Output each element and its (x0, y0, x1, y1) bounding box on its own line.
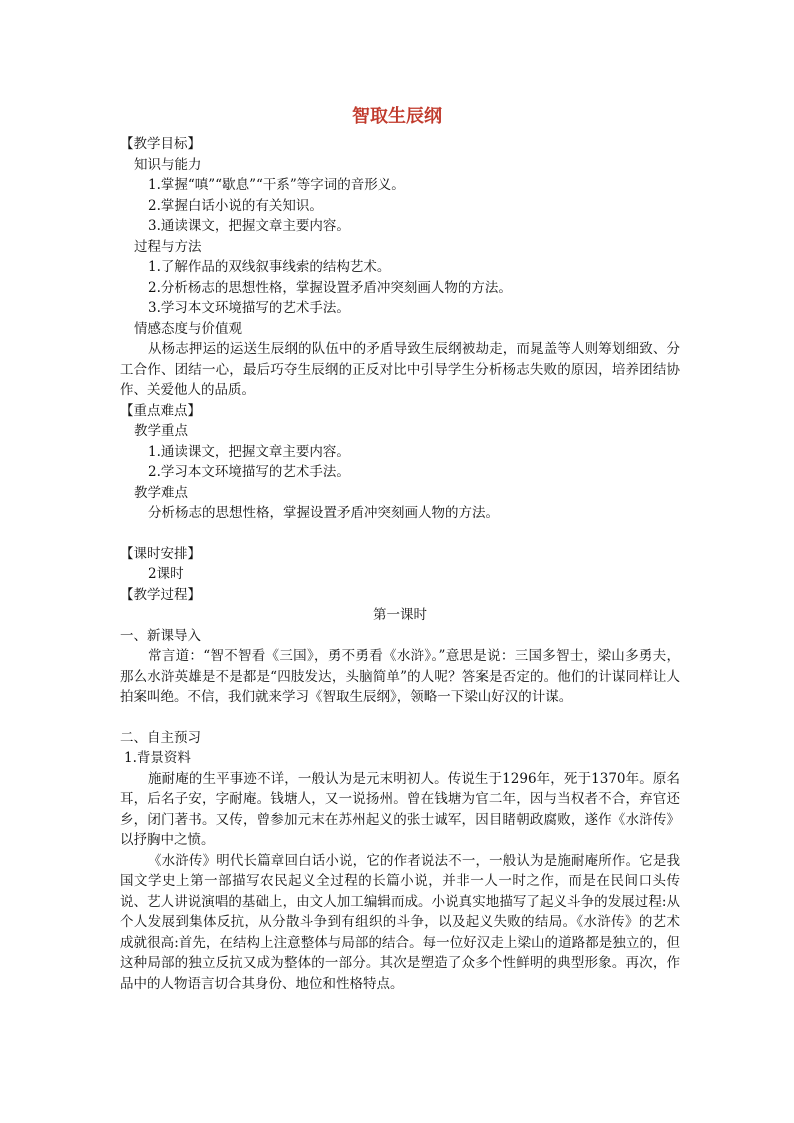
list-item: 2.掌握白话小说的有关知识。 (148, 197, 323, 214)
part-heading-intro: 一、新课导入 (120, 627, 201, 644)
spacer (120, 524, 680, 544)
paragraph-difficulty: 分析杨志的思想性格，掌握设置矛盾冲突刻画人物的方法。 (148, 505, 499, 521)
section-heading-keypoints: 【重点难点】 (120, 402, 201, 419)
subheading-knowledge: 知识与能力 (134, 156, 202, 173)
list-item: 3.学习本文环境描写的艺术手法。 (148, 300, 350, 316)
list-item: 2.学习本文环境描写的艺术手法。 (148, 464, 350, 480)
lesson-title: 第一课时 (373, 607, 427, 623)
list-item: 1.通读课文，把握文章主要内容。 (148, 443, 350, 460)
subheading-process: 过程与方法 (134, 238, 202, 255)
subheading-focus: 教学重点 (134, 423, 188, 439)
document-title: 智取生辰纲 (352, 106, 442, 127)
section-heading-schedule: 【课时安排】 (120, 545, 201, 562)
subheading-difficulty: 教学难点 (134, 484, 188, 501)
paragraph-author: 施耐庵的生平事迹不详，一般认为是元末明初人。传说生于1296年，死于1370年。原名耳，后名子安，字耐庵。钱塘人，又一说扬州。曾在钱塘为官二年，因与当权者不合，弃官还乡，闭门著书。又传，曾参加元末在苏州起义的张士诚军，因目睹朝政腐败，遂作《水浒传》以抒胸中之愤。 (120, 770, 680, 848)
paragraph-intro: 常言道：“智不智看《三国》，勇不勇看《水浒》。”意思是说：三国多智士，梁山多勇夫，那么水浒英雄是不是都是“四肢发达，头脑简单”的人呢？答案是否定的。他们的计谋同样让人拍案叫绝。不信，我们就来学习《智取生辰纲》，领略一下梁山好汉的计谋。 (120, 648, 680, 705)
section-heading-goals: 【教学目标】 (120, 136, 201, 152)
paragraph-novel: 《水浒传》明代长篇章回白话小说，它的作者说法不一，一般认为是施耐庵所作。它是我国文学史上第一部描写农民起义全过程的长篇小说，并非一人一时之作，而是在民间口头传说、艺人讲说演唱的基础上，由文人加工编辑而成。小说真实地描写了起义斗争的发展过程:从个人发展到集体反抗，从分散斗争到有组织的斗争，以及起义失败的结局。《水浒传》的艺术成就很高:首先，在结构上注意整体与局部的结合。每一位好汉走上梁山的道路都是独立的，但这种局部的独立反抗又成为整体的一部分。其次是塑造了众多个性鲜明的典型形象。再次，作品中的人物语言切合其身份、地位和性格特点。 (120, 852, 680, 992)
schedule-text: 2课时 (148, 566, 184, 582)
subheading-emotion: 情感态度与价值观 (134, 320, 242, 337)
document-body (120, 134, 680, 994)
spacer (120, 708, 680, 728)
list-item: 1.掌握“嗔”“歇息”“干系”等字词的音形义。 (148, 177, 405, 193)
section-heading-process: 【教学过程】 (120, 586, 201, 603)
paragraph-emotion: 从杨志押运的运送生辰纲的队伍中的矛盾导致生辰纲被劫走，而晁盖等人则筹划细致、分工合作、团结一心，最后巧夺生辰纲的正反对比中引导学生分析杨志失败的原因，培养团结协作、关爱他人的品质。 (120, 341, 680, 398)
list-item: 1.了解作品的双线叙事线索的结构艺术。 (148, 259, 391, 275)
subheading-background: 1.背景资料 (124, 750, 191, 766)
part-heading-preview: 二、自主预习 (120, 729, 201, 746)
list-item: 2.分析杨志的思想性格，掌握设置矛盾冲突刻画人物的方法。 (148, 279, 512, 296)
list-item: 3.通读课文，把握文章主要内容。 (148, 218, 350, 234)
